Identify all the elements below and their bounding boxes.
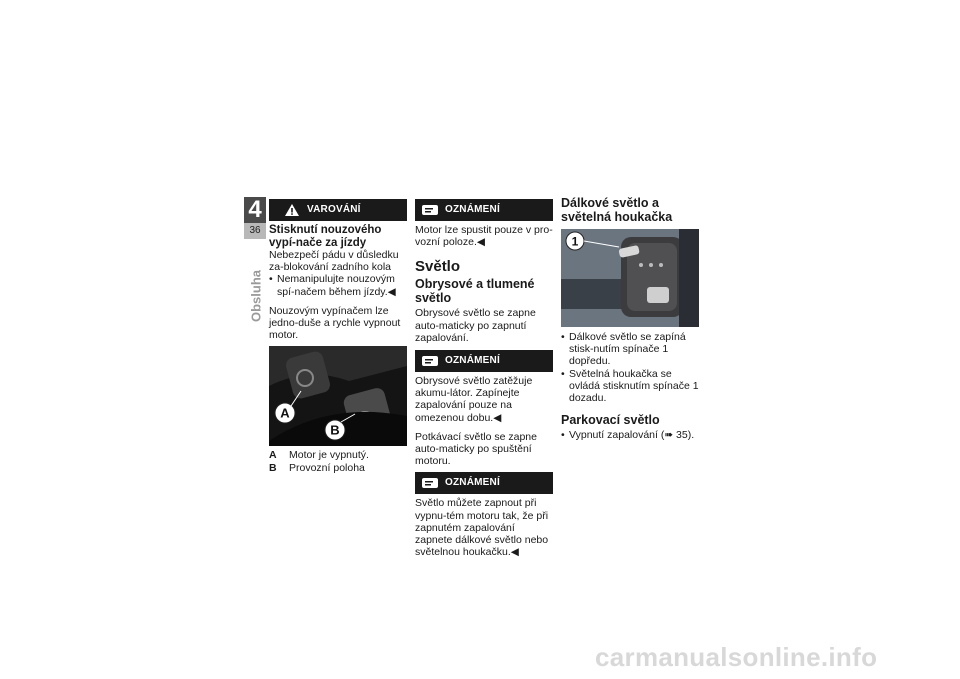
bullet-icon: • [561, 331, 565, 343]
section-title: Světlo [415, 258, 461, 276]
notice-label: OZNÁMENÍ [445, 354, 500, 366]
notice-text: Světlo můžete zapnout při vypnu-tém motoru tak, že při zapnutém zapalování zapnete dálkové světlo nebo světelnou houkačku.◀ [415, 497, 549, 559]
notice-hand-icon [419, 475, 441, 491]
warning-bar [269, 199, 407, 221]
notice-bar [415, 350, 553, 372]
notice-bar [415, 199, 553, 221]
kill-switch-photo [269, 346, 407, 446]
list-item [561, 368, 701, 405]
handlebar-switch-photo [561, 229, 699, 327]
chapter-title: Obsluha [248, 269, 264, 323]
body-text: Nouzovým vypínačem lze jedno-duše a rychle vypnout motor. [269, 304, 401, 342]
list-item [269, 273, 407, 297]
warning-text: Nebezpečí pádu v důsledku za-blokování zadního kola [269, 249, 399, 274]
legend-key: A [269, 449, 277, 462]
notice-label: OZNÁMENÍ [445, 203, 500, 215]
section-heading: Dálkové světlo a světelná houkačka [561, 196, 673, 224]
bullet-text: Nemanipulujte nouzovým spí-načem během jízdy.◀ [277, 273, 396, 298]
bullet-text: Dálkové světlo se zapíná stisk-nutím spínače 1 dopředu. [569, 331, 686, 368]
notice-hand-icon [419, 353, 441, 369]
notice-hand-icon [419, 202, 441, 218]
column-1 [269, 199, 407, 474]
chapter-number: 4 [244, 197, 266, 223]
chapter-side-label [242, 256, 270, 336]
notice-text: Obrysové světlo zatěžuje akumu-látor. Zapínejte zapalování pouze na omezenou dobu.◀ [415, 375, 533, 424]
body-text: Obrysové světlo se zapne auto-maticky po zapnutí zapalování. [415, 307, 536, 344]
legend-key: B [269, 461, 277, 474]
bullet-icon: • [561, 428, 565, 441]
page-number: 36 [244, 223, 266, 239]
body-text: Potkávací světlo se zapne auto-maticky po spuštění motoru. [415, 430, 537, 468]
column-2 [415, 199, 553, 558]
warning-label: VAROVÁNÍ [307, 203, 361, 215]
figure-label-a: A [280, 405, 290, 421]
bullet-text: Světelná houkačka se ovládá stisknutím spínače 1 dozadu. [569, 367, 699, 405]
figure-label-b: B [330, 422, 340, 438]
list-item [561, 331, 701, 368]
warning-triangle-icon [281, 202, 303, 218]
bullet-text: Vypnutí zapalování (➠ 35). [569, 428, 695, 441]
legend-row [269, 462, 407, 474]
notice-label: OZNÁMENÍ [445, 477, 500, 489]
subheading: Obrysové a tlumené světlo [415, 277, 535, 305]
legend-row [269, 449, 407, 461]
column-3 [561, 197, 701, 441]
watermark: carmanualsonline.info [595, 642, 878, 672]
list-item [561, 429, 701, 441]
figure-label-1: 1 [571, 234, 579, 249]
legend-value: Motor je vypnutý. [289, 449, 369, 462]
bullet-icon: • [269, 273, 273, 286]
notice-text: Motor lze spustit pouze v pro-vozní poloze.◀ [415, 224, 553, 249]
legend-value: Provozní poloha [289, 461, 365, 474]
section-heading: Parkovací světlo [561, 413, 660, 428]
notice-bar [415, 472, 553, 494]
warning-heading: Stisknutí nouzového vypí-nače za jízdy [269, 224, 382, 249]
bullet-icon: • [561, 367, 565, 380]
